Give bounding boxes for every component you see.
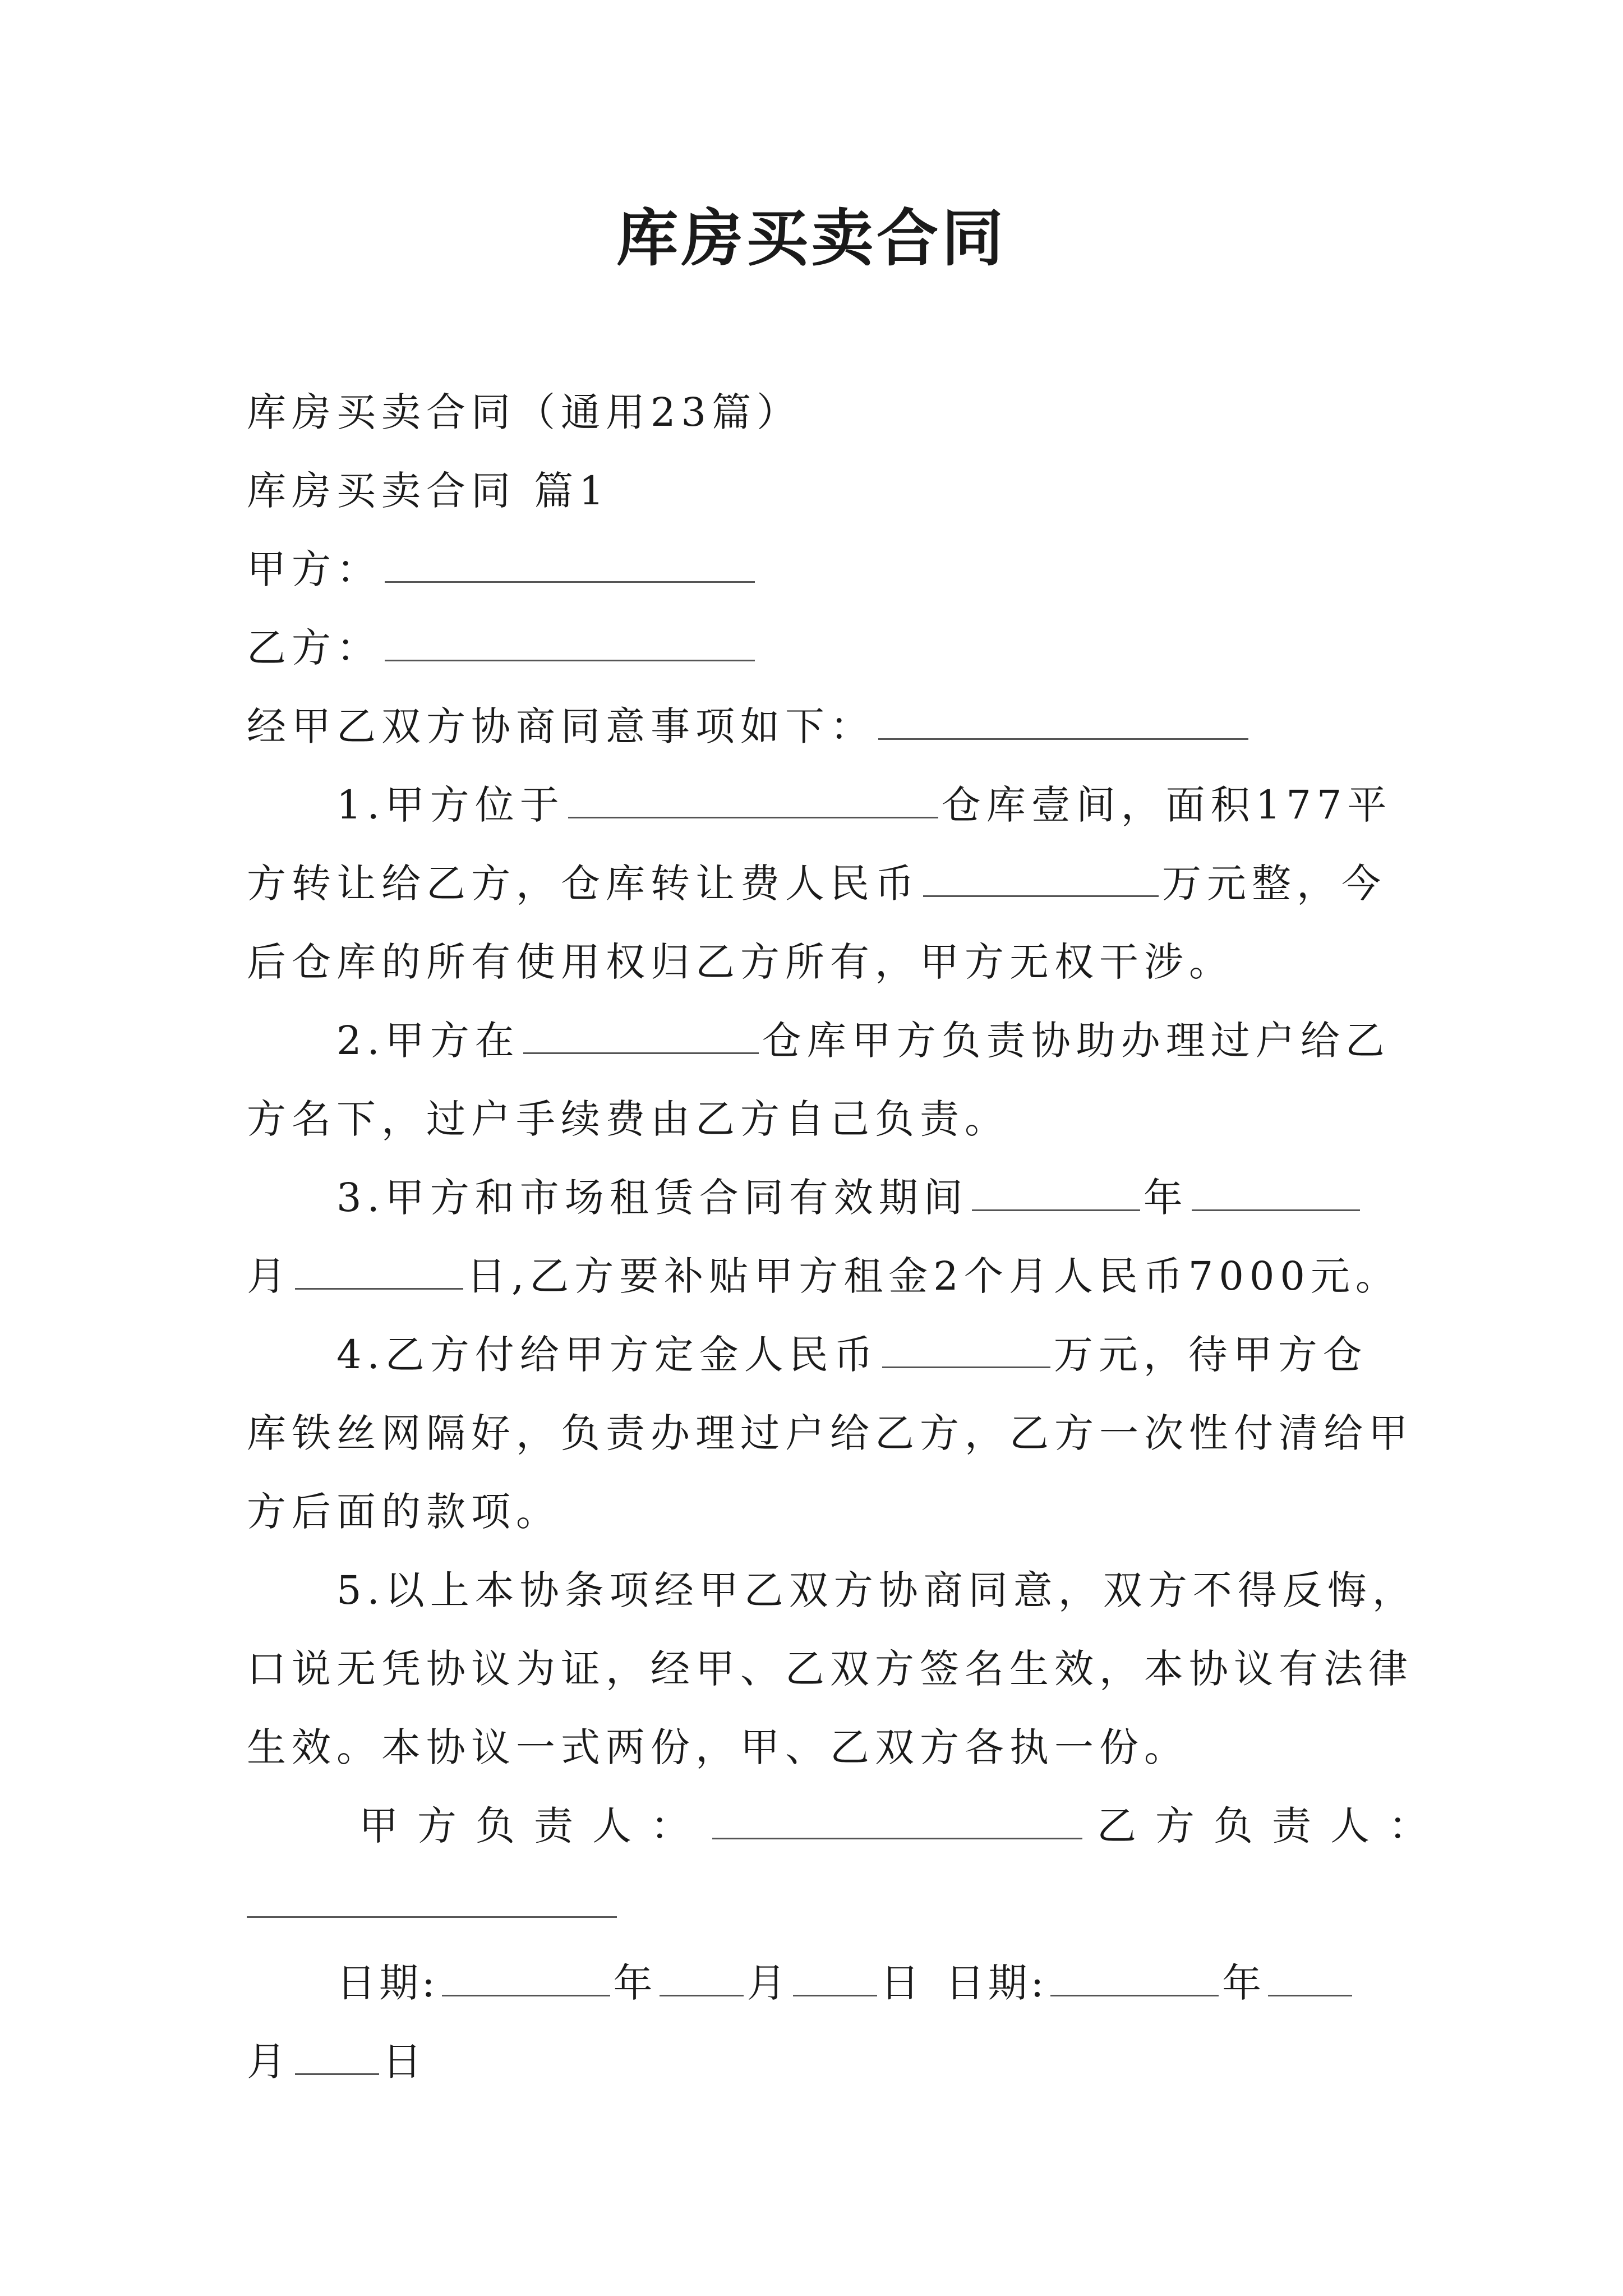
document-title: 库房买卖合同 <box>616 202 1007 274</box>
clause2-blank <box>523 1013 759 1054</box>
signature-line <box>359 1798 1447 1854</box>
clause3-text-d: 日,乙方要补贴甲方租金2个月人民币7000元。 <box>467 1253 1400 1299</box>
clause5-line1: 5.以上本协条项经甲乙双方协商同意，双方不得反悔， <box>336 1567 1417 1613</box>
party-b-signatory-label: 乙方负责人： <box>1097 1803 1447 1849</box>
party-a-signatory-label: 甲方负责人： <box>359 1803 709 1849</box>
date-b-label: 日期: <box>945 1960 1048 2006</box>
clause2-line1 <box>336 1013 1391 1069</box>
date-a-year-blank <box>442 1955 610 1996</box>
date-b-day-blank <box>295 2034 379 2075</box>
clause1-line3: 后仓库的所有使用权归乙方所有，甲方无权干涉。 <box>247 939 1234 985</box>
party-b-line <box>247 620 1391 676</box>
clause1-location-blank <box>568 777 938 818</box>
party-a-label: 甲方： <box>247 546 381 592</box>
clause4-line2: 库铁丝网隔好，负责办理过户给乙方，乙方一次性付清给甲 <box>247 1410 1413 1456</box>
section-heading: 库房买卖合同 篇1 <box>247 468 610 514</box>
clause5-line3: 生效。本协议一式两份，甲、乙双方各执一份。 <box>247 1724 1189 1770</box>
clause1-text-a: 1.甲方位于 <box>336 782 565 828</box>
party-a-line <box>247 541 1391 597</box>
date-a-day-blank <box>793 1955 877 1996</box>
clause2-text-b: 仓库甲方负责协助办理过户给乙 <box>762 1018 1390 1064</box>
date-b-day-text: 日 <box>382 2039 427 2085</box>
date-line-2 <box>247 2033 1391 2090</box>
clause1-fee-blank <box>923 856 1159 897</box>
clause1-line1 <box>336 777 1391 833</box>
party-b-signature-line <box>247 1876 1391 1932</box>
clause2-line2: 方名下，过户手续费由乙方自己负责。 <box>247 1096 1009 1142</box>
date-line <box>336 1955 1391 2011</box>
clause3-line2 <box>247 1248 1400 1304</box>
date-a-label: 日期: <box>336 1960 439 2006</box>
date-a-day-text: 日 <box>880 1960 923 2006</box>
clause3-month-blank <box>1192 1170 1360 1211</box>
date-b-year-blank <box>1050 1955 1219 1996</box>
clause1-text-d: 万元整，今 <box>1162 861 1386 907</box>
clause4-line3: 方后面的款项。 <box>247 1489 561 1535</box>
party-a-signature-blank <box>712 1798 1082 1839</box>
clause1-line2 <box>247 855 1391 912</box>
date-a-year-text: 年 <box>613 1960 656 2006</box>
date-a-month-text: 月 <box>746 1960 790 2006</box>
clause1-text-c: 方转让给乙方，仓库转让费人民币 <box>247 861 920 907</box>
clause3-day-blank <box>295 1249 463 1290</box>
intro-line <box>247 698 1391 754</box>
intro-blank <box>878 699 1248 740</box>
clause4-text-b: 万元，待甲方仓 <box>1053 1332 1368 1378</box>
clause3-text-b: 年 <box>1143 1175 1188 1221</box>
clause3-year-blank <box>972 1170 1140 1211</box>
clause3-text-a: 3.甲方和市场租赁合同有效期间 <box>336 1175 969 1221</box>
party-b-signature-blank <box>247 1877 617 1918</box>
date-a-month-blank <box>660 1955 744 1996</box>
clause5-line2: 口说无凭协议为证，经甲、乙双方签名生效，本协议有法律 <box>247 1646 1413 1692</box>
clause4-text-a: 4.乙方付给甲方定金人民币 <box>336 1332 879 1378</box>
clause4-line1 <box>336 1327 1391 1383</box>
document-subtitle: 库房买卖合同（通用23篇） <box>247 389 802 435</box>
date-b-year-text: 年 <box>1222 1960 1265 2006</box>
clause2-text-a: 2.甲方在 <box>336 1018 520 1064</box>
party-a-blank <box>385 542 755 583</box>
party-b-label: 乙方： <box>247 625 381 671</box>
date-b-month-blank <box>1268 1955 1352 1996</box>
clause4-deposit-blank <box>882 1327 1050 1368</box>
clause3-text-c: 月 <box>247 1253 292 1299</box>
party-b-blank <box>385 620 755 661</box>
intro-text: 经甲乙双方协商同意事项如下： <box>247 703 875 749</box>
date-b-month-text: 月 <box>247 2039 292 2085</box>
clause3-line1 <box>336 1170 1391 1226</box>
clause1-text-b: 仓库壹间，面积177平 <box>941 782 1393 828</box>
